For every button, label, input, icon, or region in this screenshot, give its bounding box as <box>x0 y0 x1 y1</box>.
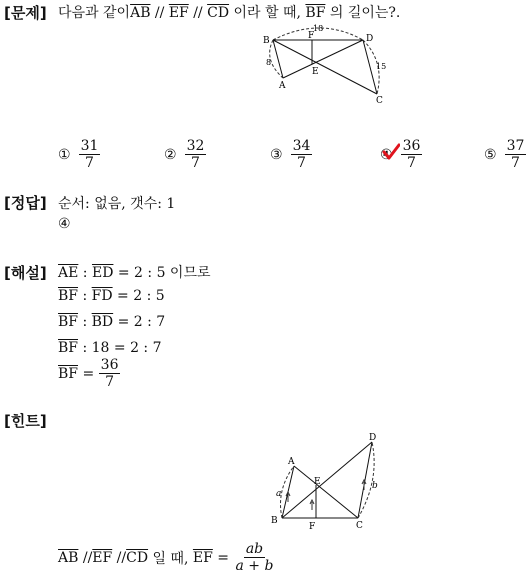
problem-text <box>58 2 400 22</box>
segment-bf: $\overline{BF}$ <box>305 5 326 21</box>
choice-3[interactable] <box>270 138 312 171</box>
choice-mark: ② <box>164 146 177 163</box>
choice-5[interactable] <box>484 138 526 171</box>
line-ad <box>283 40 363 78</box>
problem-figure <box>255 22 395 108</box>
choice-fraction <box>505 138 526 171</box>
frac-num: 36 <box>100 357 119 373</box>
choice-2[interactable] <box>164 138 206 171</box>
equals: = <box>78 365 99 382</box>
equals: = <box>212 549 234 566</box>
parallel-sep: // <box>78 549 93 566</box>
colon: : <box>78 314 92 330</box>
frac-den: 7 <box>105 374 115 391</box>
check-icon <box>382 143 400 161</box>
line-cd <box>358 442 372 518</box>
problem-mid: 이라 할 때, <box>229 5 306 21</box>
colon: : <box>78 288 92 304</box>
label-c: C <box>356 521 363 531</box>
frac-den: 7 <box>407 155 416 172</box>
label-f: F <box>309 522 316 532</box>
parallel-sep: // <box>150 5 169 21</box>
segment-ef: $\overline{EF}$ <box>92 549 113 566</box>
frac-den: a + b <box>235 558 274 575</box>
hint-mid: 일 때, <box>148 550 193 567</box>
segment: $\overline{FD}$ <box>91 288 113 304</box>
ratio: = 2 : 5 <box>112 288 165 304</box>
choice-fraction <box>291 138 313 171</box>
label-b: B <box>263 36 270 46</box>
segment: $\overline{BF}$ <box>58 340 79 356</box>
segment-ab: $\overline{AB}$ <box>58 549 79 566</box>
ratio: : 18 = 2 : 7 <box>78 340 162 356</box>
segment-ef: $\overline{EF}$ <box>168 5 189 21</box>
label-b-length: b <box>372 481 378 491</box>
answer-tag: [정답] <box>4 194 47 212</box>
explanation-line-1 <box>58 262 211 282</box>
explanation-line-4 <box>58 340 162 356</box>
segment: $\overline{ED}$ <box>91 265 114 281</box>
explanation-tag: [해설] <box>4 264 47 282</box>
label-a: A <box>279 81 286 91</box>
hint-fraction <box>234 541 276 574</box>
frac-num: ab <box>245 541 264 557</box>
label-e: E <box>312 67 319 77</box>
problem-tag: [문제] <box>4 4 47 22</box>
arrow-ef-icon <box>310 500 314 510</box>
parallel-sep: // <box>188 5 208 21</box>
label-b: B <box>271 516 278 526</box>
label-e: E <box>314 477 321 487</box>
answer-meta: 순서: 없음, 갯수: 1 <box>58 196 176 212</box>
choice-fraction <box>79 138 101 171</box>
line-bc <box>273 40 377 94</box>
choice-mark: ① <box>58 146 71 163</box>
frac-den: 7 <box>191 155 200 172</box>
ratio: = 2 : 5 이므로 <box>113 265 211 281</box>
label-f: F <box>308 31 315 41</box>
segment: $\overline{BD}$ <box>91 314 114 330</box>
segment-cd: $\overline{CD}$ <box>126 549 149 566</box>
explanation-line-5 <box>58 357 120 390</box>
explanation-line-2 <box>58 288 165 304</box>
explanation-line-3 <box>58 314 165 330</box>
segment: $\overline{BF}$ <box>58 314 79 330</box>
length-ab: 8 <box>266 58 272 67</box>
choice-mark: ③ <box>270 146 283 163</box>
ratio: = 2 : 7 <box>113 314 166 330</box>
segment-ab: $\overline{AB}$ <box>130 5 151 21</box>
label-d: D <box>366 34 374 44</box>
segment-ef: $\overline{EF}$ <box>192 549 213 566</box>
hint-formula <box>58 541 275 574</box>
frac-num: 36 <box>402 138 421 154</box>
parallel-sep: // <box>112 549 127 566</box>
line-bd <box>282 442 372 518</box>
label-d: D <box>369 433 377 443</box>
colon: : <box>78 265 92 281</box>
choice-mark-text: ④ <box>380 146 393 163</box>
label-c: C <box>376 96 383 106</box>
problem-prefix: 다음과 같이 <box>58 5 131 21</box>
segment: $\overline{AE}$ <box>58 265 79 281</box>
frac-den: 7 <box>297 155 306 172</box>
line-ac <box>294 466 358 518</box>
length-bd: 18 <box>313 24 324 33</box>
result-fraction <box>99 357 121 390</box>
problem-suffix: 의 길이는?. <box>325 5 401 21</box>
frac-num: 31 <box>80 138 99 154</box>
hint-figure <box>268 430 393 532</box>
frac-den: 7 <box>85 155 94 172</box>
choice-fraction <box>401 138 423 171</box>
choice-1[interactable] <box>58 138 100 171</box>
choice-4[interactable] <box>380 138 422 171</box>
length-cd: 15 <box>376 62 387 71</box>
hint-tag: [힌트] <box>4 412 47 430</box>
arrow-b-icon <box>362 480 366 490</box>
frac-num: 37 <box>506 138 525 154</box>
choice-fraction <box>185 138 207 171</box>
segment-cd: $\overline{CD}$ <box>207 5 230 21</box>
frac-num: 32 <box>186 138 205 154</box>
label-a-length: a <box>276 489 282 499</box>
segment: $\overline{BF}$ <box>58 365 79 382</box>
answer-choice: ④ <box>58 216 71 232</box>
label-a: A <box>288 457 295 467</box>
choice-mark <box>380 147 393 163</box>
choice-mark: ⑤ <box>484 146 497 163</box>
segment: $\overline{BF}$ <box>58 288 79 304</box>
frac-num: 34 <box>292 138 311 154</box>
frac-den: 7 <box>511 155 520 172</box>
